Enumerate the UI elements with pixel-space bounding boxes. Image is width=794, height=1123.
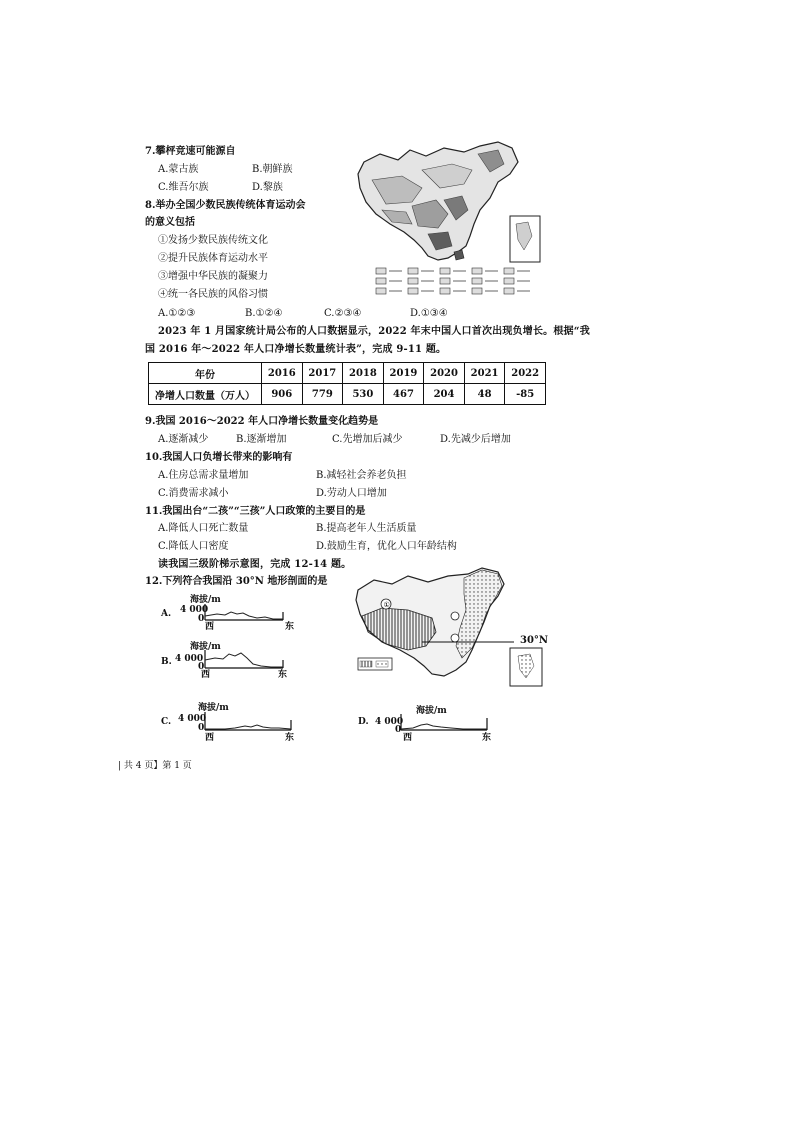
profile-c-east: 东 <box>285 733 295 743</box>
profile-b-axes <box>205 650 283 668</box>
table-value-cell: 48 <box>464 384 505 405</box>
q10-option-b: B.减轻社会养老负担 <box>316 470 407 481</box>
q8-stem-line2: 的意义包括 <box>145 217 195 228</box>
page-footer <box>118 758 192 771</box>
q8-item-4: ④统一各民族的风俗习惯 <box>158 289 268 300</box>
table-value-cell: -85 <box>505 384 546 405</box>
profile-d-west: 西 <box>403 733 413 743</box>
footer-text: 共 4 页】第 1 页 <box>123 761 192 771</box>
q8-stem-line1: 8.举办全国少数民族传统体育运动会 <box>145 200 306 211</box>
profile-b-tick-zero: 0 <box>198 662 205 672</box>
profile-a-line <box>205 612 283 619</box>
table-row-values <box>149 384 546 405</box>
q11-option-a: A.降低人口死亡数量 <box>158 523 249 534</box>
q9-option-a: A.逐渐减少 <box>158 434 209 445</box>
profile-c-letter: C. <box>161 717 172 727</box>
profile-d-tick-top: 4 000 <box>375 717 404 727</box>
profile-b-ylabel: 海拔/m <box>190 642 221 652</box>
profile-c-line <box>205 725 291 729</box>
q7-option-c: C.维吾尔族 <box>158 182 209 193</box>
table-year-cell: 2016 <box>262 363 303 384</box>
table-value-cell: 530 <box>343 384 384 405</box>
profile-a-tick-top: 4 000 <box>180 605 209 615</box>
profile-b-west: 西 <box>201 670 211 680</box>
q11-option-c: C.降低人口密度 <box>158 541 229 552</box>
q8-option-c: C.②③④ <box>324 308 362 319</box>
q8-option-a: A.①②③ <box>158 308 196 319</box>
ethnic-distribution-map <box>352 140 554 300</box>
table-year-cell: 2017 <box>302 363 343 384</box>
profile-b-tick-top: 4 000 <box>175 654 204 664</box>
q11-option-b: B.提高老年人生活质量 <box>316 523 417 534</box>
profile-a-west: 西 <box>205 622 215 632</box>
q7-option-d: D.黎族 <box>252 182 283 193</box>
q7-stem: 7.攀枰竞速可能源自 <box>145 146 236 157</box>
profile-a-tick-zero: 0 <box>198 614 205 624</box>
table-year-cell: 2020 <box>424 363 465 384</box>
profile-d-line <box>401 724 487 729</box>
q8-item-2: ②提升民族体育运动水平 <box>158 253 268 264</box>
profile-d-ylabel: 海拔/m <box>416 706 447 716</box>
profile-c-axes <box>205 712 291 730</box>
terrain-steps-map <box>352 566 554 694</box>
table-year-cell: 2018 <box>343 363 384 384</box>
profile-b-line <box>205 653 283 667</box>
q9-stem: 9.我国 2016～2022 年人口净增长数量变化趋势是 <box>145 416 379 427</box>
table-header-label: 年份 <box>149 363 262 384</box>
profile-b-east: 东 <box>278 670 288 680</box>
q8-item-1: ①发扬少数民族传统文化 <box>158 235 268 246</box>
table-row-label: 净增人口数量（万人） <box>149 384 262 405</box>
q7-option-b: B.朝鲜族 <box>252 164 293 175</box>
q11-option-d: D.鼓励生育，优化人口年龄结构 <box>316 541 457 552</box>
intro-12-14: 读我国三级阶梯示意图，完成 12-14 题。 <box>158 559 352 570</box>
q9-option-c: C.先增加后减少 <box>332 434 403 445</box>
table-value-cell: 906 <box>262 384 303 405</box>
intro-9-11-line1: 2023 年 1 月国家统计局公布的人口数据显示，2022 年末中国人口首次出现负增长。根据“我 <box>158 326 590 337</box>
profile-c-ylabel: 海拔/m <box>198 703 229 713</box>
q7-option-a: A.蒙古族 <box>158 164 199 175</box>
svg-text:①: ① <box>383 601 390 609</box>
profile-d-east: 东 <box>482 733 492 743</box>
q10-option-d: D.劳动人口增加 <box>316 488 387 499</box>
profile-a-letter: A. <box>161 609 172 619</box>
q8-item-3: ③增强中华民族的凝聚力 <box>158 271 268 282</box>
table-value-cell: 779 <box>302 384 343 405</box>
profile-a-ylabel: 海拔/m <box>190 595 221 605</box>
q11-stem: 11.我国出台“二孩”“三孩”人口政策的主要目的是 <box>145 506 366 517</box>
q12-stem: 12.下列符合我国沿 30°N 地形剖面的是 <box>145 576 328 587</box>
profile-b-letter: B. <box>161 657 172 667</box>
table-year-cell: 2022 <box>505 363 546 384</box>
table-value-cell: 467 <box>383 384 424 405</box>
table-row-years <box>149 363 546 384</box>
q10-option-a: A.住房总需求量增加 <box>158 470 249 481</box>
table-year-cell: 2021 <box>464 363 505 384</box>
q8-option-b: B.①②④ <box>245 308 283 319</box>
profile-a-east: 东 <box>285 622 295 632</box>
profile-c-west: 西 <box>205 733 215 743</box>
q8-option-d: D.①③④ <box>410 308 448 319</box>
q9-option-d: D.先减少后增加 <box>440 434 511 445</box>
q10-stem: 10.我国人口负增长带来的影响有 <box>145 452 293 463</box>
intro-9-11-line2: 国 2016 年～2022 年人口净增长数量统计表”，完成 9-11 题。 <box>145 344 447 355</box>
footer-bar: | <box>118 761 124 771</box>
profile-c-tick-zero: 0 <box>198 723 205 733</box>
profile-d-letter: D. <box>358 717 369 727</box>
population-growth-table <box>148 362 546 405</box>
profile-a-axes <box>205 604 283 620</box>
latitude-30n-label: 30°N <box>520 635 549 646</box>
profile-d-tick-zero: 0 <box>395 725 402 735</box>
q9-option-b: B.逐渐增加 <box>236 434 287 445</box>
q10-option-c: C.消费需求减小 <box>158 488 229 499</box>
profile-c-tick-top: 4 000 <box>178 714 207 724</box>
table-value-cell: 204 <box>424 384 465 405</box>
table-year-cell: 2019 <box>383 363 424 384</box>
